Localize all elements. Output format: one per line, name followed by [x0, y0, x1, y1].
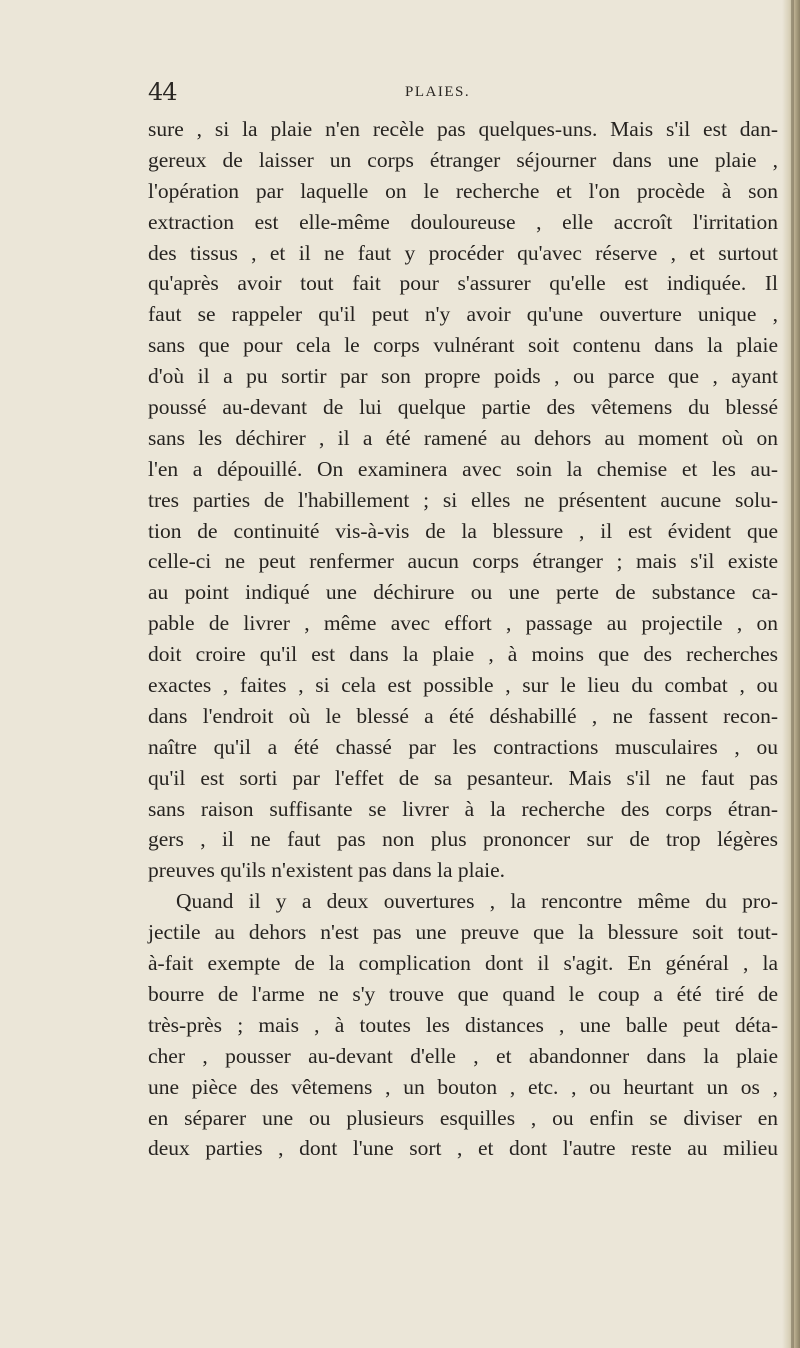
- text-line: tres parties de l'habillement ; si elles ne présentent aucune solu-: [148, 487, 778, 512]
- text-line: gers , il ne faut pas non plus prononcer sur de trop légères: [148, 827, 778, 852]
- running-head: PLAIES.: [405, 84, 471, 100]
- text-line: pable de livrer , même avec effort , passage au projectile , on: [148, 611, 778, 636]
- text-line: bourre de l'arme ne s'y trouve que quand le coup a été tiré de: [148, 981, 778, 1006]
- text-line: sans raison suffisante se livrer à la recherche des corps étran-: [148, 796, 778, 821]
- text-line: à-fait exempte de la complication dont il s'agit. En général , la: [148, 951, 778, 976]
- text-line: gereux de laisser un corps étranger séjourner dans une plaie ,: [148, 147, 778, 172]
- text-line: celle-ci ne peut renfermer aucun corps étranger ; mais s'il existe: [148, 549, 778, 574]
- text-line: sans que pour cela le corps vulnérant soit contenu dans la plaie: [148, 333, 778, 358]
- text-line: très-près ; mais , à toutes les distances , une balle peut déta-: [148, 1012, 778, 1037]
- text-line: d'où il a pu sortir par son propre poids , ou parce que , ayant: [148, 364, 778, 389]
- text-line: au point indiqué une déchirure ou une perte de substance ca-: [148, 580, 778, 605]
- text-line: qu'après avoir tout fait pour s'assurer qu'elle est indiquée. Il: [148, 271, 778, 296]
- text-line: naître qu'il a été chassé par les contractions musculaires , ou: [148, 734, 778, 759]
- text-line: dans l'endroit où le blessé a été déshabillé , ne fassent recon-: [148, 703, 778, 728]
- text-line: jectile au dehors n'est pas une preuve que la blessure soit tout-: [148, 920, 778, 945]
- body-text: [148, 114, 778, 1164]
- text-line: l'en a dépouillé. On examinera avec soin la chemise et les au-: [148, 456, 778, 481]
- text-line: en séparer une ou plusieurs esquilles , ou enfin se diviser en: [148, 1105, 778, 1130]
- page-number: 44: [148, 78, 177, 106]
- text-line: l'opération par laquelle on le recherche et l'on procède à son: [148, 178, 778, 203]
- text-line: cher , pousser au-devant d'elle , et abandonner dans la plaie: [148, 1043, 778, 1068]
- paragraph-start-line: Quand il y a deux ouvertures , la rencontre même du pro-: [176, 889, 778, 914]
- text-line: tion de continuité vis-à-vis de la blessure , il est évident que: [148, 518, 778, 543]
- text-line: sans les déchirer , il a été ramené au dehors au moment où on: [148, 425, 778, 450]
- text-line: exactes , faites , si cela est possible , sur le lieu du combat , ou: [148, 673, 778, 698]
- text-line: extraction est elle-même douloureuse , elle accroît l'irritation: [148, 209, 778, 234]
- text-line: une pièce des vêtemens , un bouton , etc. , ou heurtant un os ,: [148, 1074, 778, 1099]
- page-header: [148, 78, 748, 108]
- page-edge-line: [791, 0, 794, 1348]
- text-line: deux parties , dont l'une sort , et dont l'autre reste au milieu: [148, 1136, 778, 1161]
- text-line: doit croire qu'il est dans la plaie , à moins que des recherches: [148, 642, 778, 667]
- text-line: faut se rappeler qu'il peut n'y avoir qu'une ouverture unique ,: [148, 302, 778, 327]
- text-line: poussé au-devant de lui quelque partie des vêtemens du blessé: [148, 395, 778, 420]
- paragraph-end-line: preuves qu'ils n'existent pas dans la plaie.: [148, 858, 506, 883]
- text-line: qu'il est sorti par l'effet de sa pesanteur. Mais s'il ne faut pas: [148, 765, 778, 790]
- text-line: des tissus , et il ne faut y procéder qu'avec réserve , et surtout: [148, 240, 778, 265]
- text-line: sure , si la plaie n'en recèle pas quelques-uns. Mais s'il est dan-: [148, 117, 778, 141]
